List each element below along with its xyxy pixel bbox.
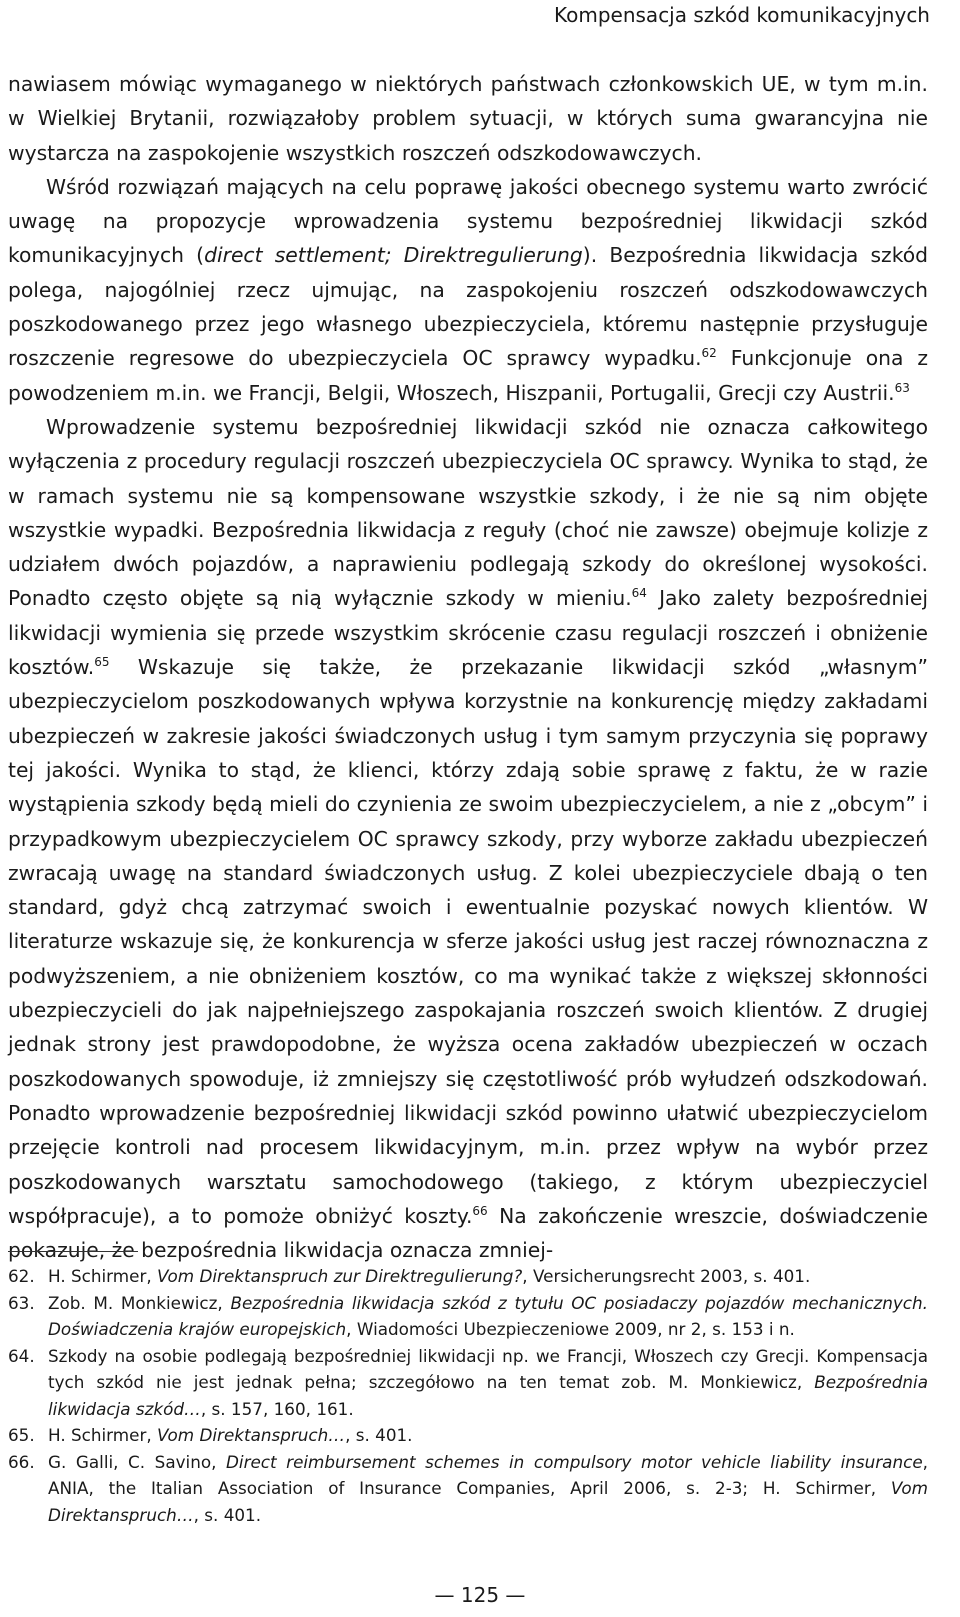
- footnote-text: Szkody na osobie podlegają bezpośredniej likwidacji np. we Francji, Włoszech czy Grecji. Kompensacja tych szkód nie jest jednak pełna; szczegółowo na ten temat zob. M. Monkiewicz, Bezpośrednia likwidacja szkód…, s. 157, 160, 161.: [48, 1345, 928, 1419]
- text-span: Wskazuje się także, że przekazanie likwidacji szkód „własnym” ubezpieczycielom poszkodowanych wpływa korzystnie na konkurencję między zakładami ubezpieczeń w zakresie jakości świadczonych usług i tym samym przyczynia się poprawy tej jakości. Wynika to stąd, że klienci, którzy zdają sobie sprawę z faktu, że w razie wystąpienia szkody będą mieli do czynienia ze swoim ubezpieczycielem, a nie z „obcym” i przypadkowym ubezpieczycielem OC sprawcy szkody, przy wyborze zakładu ubezpieczeń zwracają uwagę na standard świadczonych usług. Z kolei ubezpieczyciele dbają o ten standard, gdyż chcą zatrzymać swoich i ewentualnie pozyskać nowych klientów. W literaturze wskazuje się, że konkurencja w sferze jakości usług jest raczej równoznaczna z podwyższeniem, a nie obniżeniem kosztów, co ma wynikać także z większej skłonności ubezpieczycieli do jak najpełniejszego zaspokajania roszczeń swoich klientów. Z drugiej jednak strony jest prawdopodobne, że wyższa ocena zakładów ubezpieczeń w oczach poszkodowanych spowoduje, iż zmniejszy się częstotliwość prób wyłudzeń odszkodowań. Ponadto wprowadzenie bezpośredniej likwidacji szkód powinno ułatwić ubezpieczycielom przejęcie kontroli nad procesem likwidacyjnym, m.in. przez wpływ na wybór przez poszkodowanych warsztatu samochodowego (takiego, z którym ubezpieczyciel współpracuje), a to pomoże obniżyć koszty.: [8, 655, 928, 1228]
- text-span: Jako zalety bezpośredniej likwidacji wymienia się przede wszystkim skrócenie czasu regulacji roszczeń i obniżenie kosztów.: [8, 586, 928, 680]
- page-number: — 125 —: [434, 1583, 526, 1607]
- text-span: Wprowadzenie systemu bezpośredniej likwidacji szkód nie oznacza całkowitego wyłączenia z procedury regulacji roszczeń ubezpieczyciela OC sprawcy. Wynika to stąd, że w ramach systemu nie są kompensowane wszystkie szkody, i że nie są nim objęte wszystkie wypadki. Bezpośrednia likwidacja z reguły (choć nie zawsze) obejmuje kolizje z udziałem dwóch pojazdów, a naprawieniu podlegają szkody do określonej wysokości. Ponadto często objęte są nią wyłącznie szkody w mieniu.: [8, 414, 928, 611]
- text-span: Na zakończenie wreszcie, doświadczenie pokazuje, że bezpośrednia likwidacja oznacza zmniej-: [8, 1203, 928, 1263]
- footnote-number: 63.: [8, 1292, 35, 1313]
- paragraph-1: nawiasem mówiąc wymaganego w niektórych państwach członkowskich UE, w tym m.in. w Wielkiej Brytanii, rozwiązałoby problem sytuacji, w których suma gwarancyjna nie wystarcza na zaspokojenie wszystkich roszczeń odszkodowawczych.: [8, 72, 928, 165]
- paragraph-3: [8, 410, 928, 1267]
- footnote-66: [8, 1449, 928, 1529]
- paragraph-2: [8, 170, 928, 410]
- text-span: Wśród rozwiązań mających na celu poprawę jakości obecnego systemu warto zwrócić uwagę na propozycje wprowadzenia systemu bezpośredniej likwidacji szkód komunikacyjnych (: [8, 174, 928, 268]
- footnote-divider: [8, 1251, 138, 1252]
- footnote-ref-64[interactable]: 64: [631, 586, 647, 601]
- footnote-number: 66.: [8, 1451, 35, 1472]
- footnote-text: Zob. M. Monkiewicz, Bezpośrednia likwidacja szkód z tytułu OC posiadaczy pojazdów mechanicznych. Doświadczenia krajów europejskich, Wiadomości Ubezpieczeniowe 2009, nr 2, s. 153 i n.: [48, 1292, 928, 1339]
- footnotes: [8, 1263, 928, 1528]
- text-span: Funkcjonuje ona z powodzeniem m.in. we Francji, Belgii, Włoszech, Hiszpanii, Portugalii, Grecji czy Austrii.: [8, 346, 929, 405]
- footnote-63: [8, 1290, 928, 1343]
- footnote-text: H. Schirmer, Vom Direktanspruch zur Direktregulierung?, Versicherungsrecht 2003, s. 401.: [48, 1266, 811, 1286]
- footnote-number: 65.: [8, 1425, 35, 1445]
- footnote-number: 64.: [8, 1345, 35, 1366]
- italic-term: direct settlement; Direktregulierung: [204, 243, 583, 268]
- footnote-ref-62[interactable]: 62: [701, 346, 717, 361]
- footnote-ref-65[interactable]: 65: [94, 655, 110, 670]
- footnote-ref-66[interactable]: 66: [472, 1203, 488, 1218]
- footnote-text: H. Schirmer, Vom Direktanspruch…, s. 401.: [48, 1425, 413, 1445]
- footnote-number: 62.: [8, 1266, 35, 1286]
- footnote-65: [8, 1422, 928, 1449]
- footnote-62: [8, 1263, 928, 1290]
- running-header: Kompensacja szkód komunikacyjnych: [554, 3, 930, 27]
- body-text: [8, 67, 928, 1267]
- footnote-text: G. Galli, C. Savino, Direct reimbursement schemes in compulsory motor vehicle liability insurance, ANIA, the Italian Association of Insurance Companies, April 2006, s. 2-3; H. Schirmer, Vom Direktanspruch…, s. 401.: [48, 1451, 928, 1525]
- footnote-64: [8, 1343, 928, 1423]
- text-span: ). Bezpośrednia likwidacja szkód polega, najogólniej rzecz ujmując, na zaspokojeniu roszczeń odszkodowawczych poszkodowanego przez jego własnego ubezpieczyciela, któremu następnie przysługuje roszczenie regresowe do ubezpieczyciela OC sprawcy wypadku.: [8, 243, 929, 371]
- footnote-ref-63[interactable]: 63: [894, 380, 910, 395]
